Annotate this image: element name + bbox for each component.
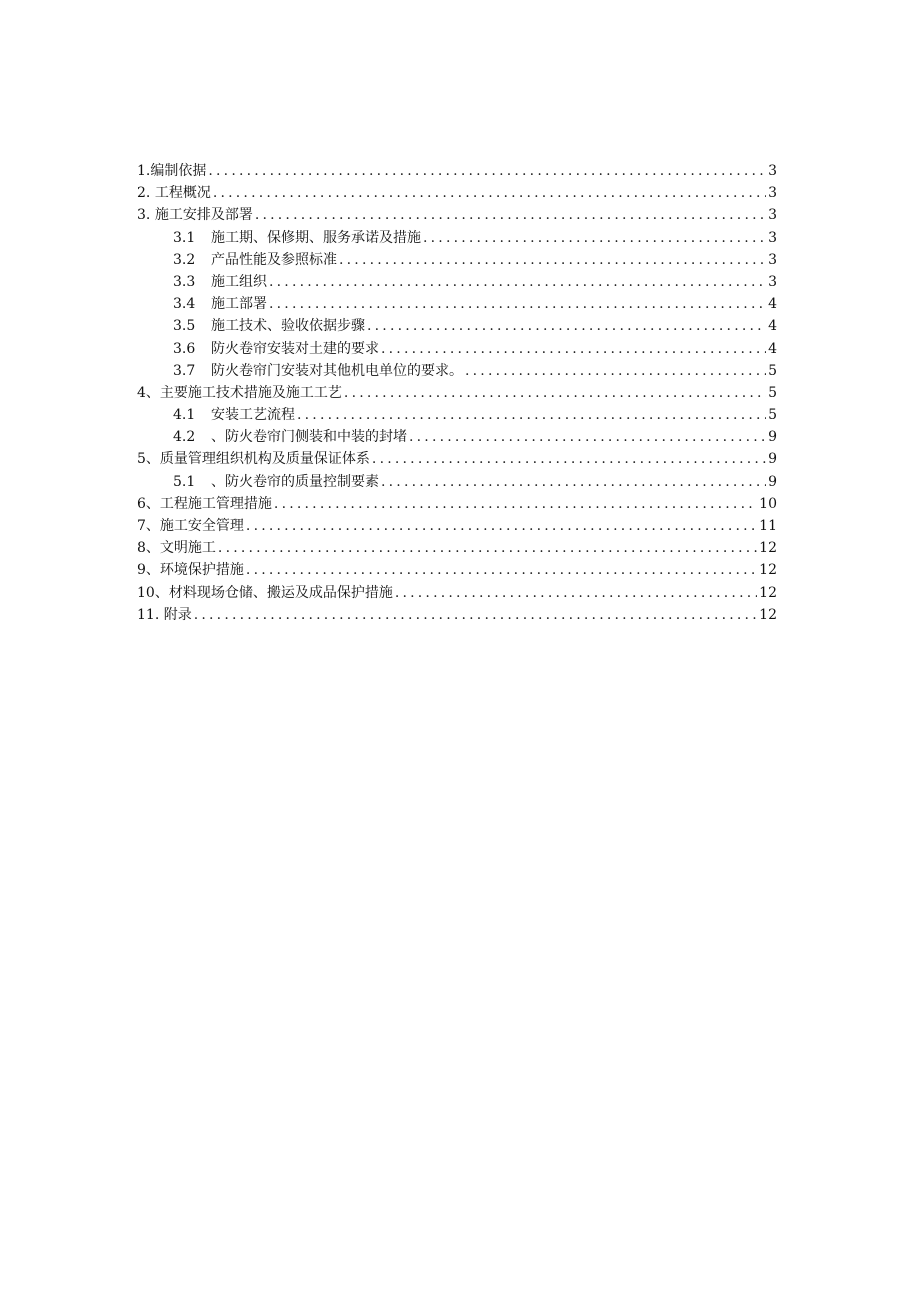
toc-entry-number: 7 [137, 518, 146, 534]
toc-entry-number: 5 [137, 451, 146, 468]
toc-entry-title: . 工程概况 [145, 185, 211, 202]
toc-entry-number: 4.1 [173, 407, 196, 424]
toc-entry-page-number: 11 [759, 518, 777, 534]
dot-leader [246, 515, 757, 537]
toc-entry-page-number: 4 [768, 318, 777, 335]
toc-entry-title: 、环境保护措施 [145, 562, 244, 579]
toc-entry[interactable] [137, 471, 777, 493]
dot-leader [274, 493, 757, 515]
toc-entry-page-number: 9 [768, 473, 777, 490]
toc-entry-page-number: 3 [768, 229, 777, 246]
toc-entry-number: 3.4 [173, 296, 196, 313]
toc-entry-number: 3.5 [173, 318, 196, 335]
toc-entry-number: 4 [137, 384, 146, 401]
toc-entry-title: 施工期、保修期、服务承诺及措施 [211, 229, 421, 246]
dot-leader [372, 448, 766, 470]
toc-entry[interactable] [137, 382, 777, 404]
toc-entry[interactable] [137, 604, 777, 626]
toc-entry-page-number: 9 [768, 451, 777, 468]
toc-entry[interactable] [137, 537, 777, 559]
toc-entry[interactable] [137, 249, 777, 271]
toc-entry-title: 、防火卷帘门侧装和中装的封堵 [211, 429, 407, 446]
toc-entry-title: 产品性能及参照标准 [211, 251, 337, 268]
toc-entry-number: 1 [137, 163, 146, 179]
dot-leader [269, 293, 766, 315]
dot-leader [409, 426, 766, 448]
toc-entry-title: 、施工安全管理 [145, 518, 244, 534]
toc-entry[interactable] [137, 338, 777, 360]
toc-entry-page-number: 12 [759, 562, 777, 579]
toc-entry[interactable] [137, 204, 777, 226]
toc-entry-title: . 施工安排及部署 [145, 207, 253, 224]
toc-entry-title: 防火卷帘门安装对其他机电单位的要求。 [211, 362, 463, 379]
toc-entry[interactable] [137, 315, 777, 337]
toc-entry-title: .编制依据 [145, 163, 207, 179]
dot-leader [269, 271, 766, 293]
dot-leader [218, 537, 757, 559]
toc-entry-number: 2 [137, 185, 146, 202]
toc-entry-page-number: 12 [759, 540, 777, 557]
dot-leader [208, 160, 766, 182]
toc-entry-title: 、主要施工技术措施及施工工艺 [145, 384, 342, 401]
toc-entry-number: 11 [137, 606, 155, 623]
dot-leader [465, 360, 766, 382]
toc-entry-page-number: 5 [768, 384, 777, 401]
toc-entry-title: 、材料现场仓储、搬运及成品保护措施 [154, 584, 393, 601]
toc-entry-title: 、防火卷帘的质量控制要素 [211, 473, 379, 490]
dot-leader [367, 315, 766, 337]
toc-entry[interactable] [137, 293, 777, 315]
toc-entry-number: 3.3 [173, 273, 196, 290]
toc-entry-number: 3.2 [173, 251, 196, 268]
toc-entry-number: 3 [137, 207, 146, 224]
toc-entry-page-number: 5 [768, 362, 777, 379]
toc-entry-page-number: 3 [768, 185, 777, 202]
toc-entry[interactable] [137, 404, 777, 426]
toc-entry-number: 4.2 [173, 429, 196, 446]
toc-entry-page-number: 12 [759, 606, 777, 623]
toc-entry-page-number: 12 [759, 584, 777, 601]
toc-entry-page-number: 9 [768, 429, 777, 446]
toc-entry-page-number: 3 [768, 163, 777, 179]
toc-entry-title: . 附录 [154, 606, 192, 623]
dot-leader [297, 404, 766, 426]
toc-entry-number: 9 [137, 562, 146, 579]
toc-entry-page-number: 3 [768, 207, 777, 224]
table-of-contents [137, 160, 777, 626]
dot-leader [344, 382, 766, 404]
dot-leader [423, 227, 766, 249]
toc-entry-number: 10 [137, 584, 155, 601]
toc-entry[interactable] [137, 227, 777, 249]
toc-entry-title: 安装工艺流程 [211, 407, 295, 424]
dot-leader [246, 559, 757, 581]
toc-entry-title: 施工组织 [211, 273, 267, 290]
toc-entry-title: 、质量管理组织机构及质量保证体系 [145, 451, 370, 468]
toc-entry-page-number: 3 [768, 273, 777, 290]
toc-entry[interactable] [137, 182, 777, 204]
dot-leader [395, 582, 757, 604]
toc-entry-number: 5.1 [173, 473, 196, 490]
toc-entry-title: 施工部署 [211, 296, 267, 313]
toc-entry-page-number: 3 [768, 251, 777, 268]
toc-entry[interactable] [137, 448, 777, 470]
toc-entry-page-number: 10 [759, 495, 777, 512]
toc-entry[interactable] [137, 360, 777, 382]
toc-entry-page-number: 5 [768, 407, 777, 424]
toc-entry-number: 3.6 [173, 340, 196, 357]
toc-entry-number: 3.7 [173, 362, 196, 379]
toc-entry-title: 、文明施工 [145, 540, 216, 557]
toc-entry-number: 3.1 [173, 229, 196, 246]
toc-entry[interactable] [137, 493, 777, 515]
toc-entry[interactable] [137, 271, 777, 293]
toc-entry[interactable] [137, 559, 777, 581]
toc-entry-title: 施工技术、验收依据步骤 [211, 318, 365, 335]
dot-leader [255, 204, 766, 226]
toc-entry[interactable] [137, 426, 777, 448]
toc-entry[interactable] [137, 515, 777, 537]
toc-entry[interactable] [137, 582, 777, 604]
toc-entry-page-number: 4 [768, 296, 777, 313]
dot-leader [194, 604, 757, 626]
toc-entry-title: 防火卷帘安装对土建的要求 [211, 340, 379, 357]
toc-entry-number: 6 [137, 495, 146, 512]
toc-entry[interactable] [137, 160, 777, 182]
toc-entry-title: 、工程施工管理措施 [145, 495, 272, 512]
dot-leader [381, 471, 766, 493]
dot-leader [381, 338, 766, 360]
dot-leader [213, 182, 766, 204]
toc-entry-page-number: 4 [768, 340, 777, 357]
toc-entry-number: 8 [137, 540, 146, 557]
dot-leader [339, 249, 766, 271]
